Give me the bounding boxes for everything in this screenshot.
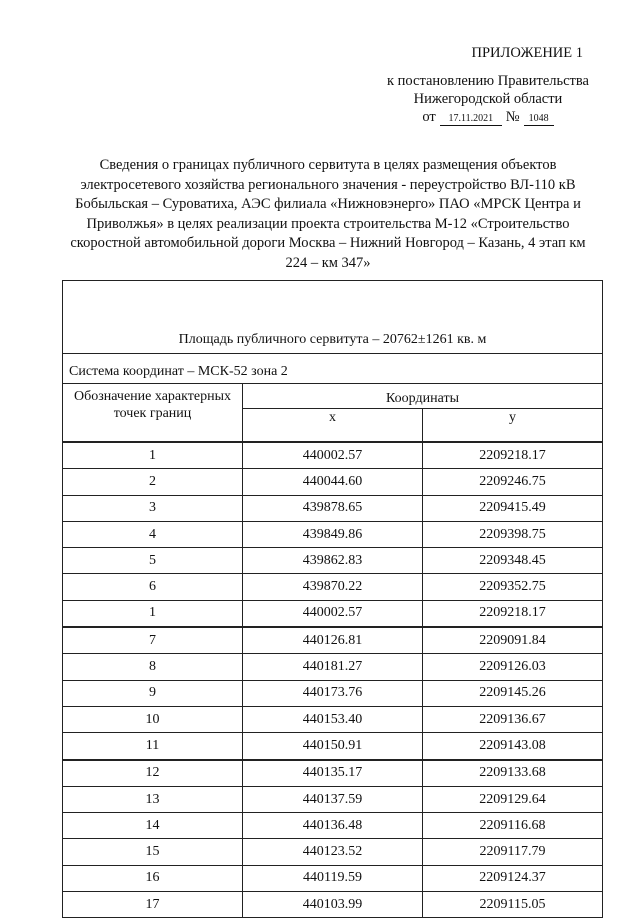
point-number-cell: 1 (63, 600, 243, 627)
decree-reference (387, 72, 589, 126)
point-column-header: Обозначение характерных точек границ (63, 384, 243, 443)
point-number-cell: 7 (63, 627, 243, 654)
x-coordinate-cell: 439862.83 (243, 548, 423, 574)
x-coordinate-cell: 440135.17 (243, 760, 423, 787)
y-coordinate-cell: 2209398.75 (423, 521, 603, 547)
y-coordinate-cell: 2209218.17 (423, 442, 603, 469)
table-row (63, 600, 603, 627)
y-coordinate-cell: 2209352.75 (423, 574, 603, 600)
coordinate-rows (63, 442, 603, 918)
x-coordinate-cell: 440150.91 (243, 733, 423, 760)
table-row (63, 521, 603, 547)
decree-line-2: Нижегородской области (413, 91, 563, 107)
x-coordinate-cell: 440153.40 (243, 706, 423, 732)
y-coordinate-cell: 2209129.64 (423, 786, 603, 812)
y-coordinate-cell: 2209145.26 (423, 680, 603, 706)
point-number-cell: 9 (63, 680, 243, 706)
point-number-cell: 5 (63, 548, 243, 574)
table-row (63, 733, 603, 760)
table-row (63, 813, 603, 839)
point-number-cell: 8 (63, 654, 243, 680)
table-row (63, 574, 603, 600)
x-coordinate-cell: 440126.81 (243, 627, 423, 654)
x-coordinate-cell: 439870.22 (243, 574, 423, 600)
table-row (63, 469, 603, 495)
x-coordinate-cell: 440173.76 (243, 680, 423, 706)
table-row (63, 760, 603, 787)
table-row (63, 706, 603, 732)
document-title: Сведения о границах публичного сервитута в целях размещения объектов электросетевого хозяйства регионального значения - переустройство ВЛ-110 кВ Бобыльская – Суроватиха, АЭС филиала «Нижновэнерго» ПАО «МРСК Центра и Приволжья» в целях реализации проекта строительства М-12 «Строительство скоростной автомобильной дороги Москва – Нижний Новгород – Казань, 4 этап км 224 – км 347» (70, 157, 586, 271)
table-row (63, 442, 603, 469)
table-row (63, 627, 603, 654)
x-coordinate-cell: 439878.65 (243, 495, 423, 521)
y-coordinate-cell: 2209348.45 (423, 548, 603, 574)
table-row (63, 654, 603, 680)
y-coordinate-cell: 2209133.68 (423, 760, 603, 787)
y-coordinate-cell: 2209246.75 (423, 469, 603, 495)
point-number-cell: 10 (63, 706, 243, 732)
point-number-cell: 17 (63, 892, 243, 918)
y-coordinate-cell: 2209116.68 (423, 813, 603, 839)
y-coordinate-cell: 2209136.67 (423, 706, 603, 732)
x-coordinate-cell: 440044.60 (243, 469, 423, 495)
x-column-header: x (243, 409, 423, 443)
y-coordinate-cell: 2209091.84 (423, 627, 603, 654)
point-number-cell: 13 (63, 786, 243, 812)
y-coordinate-cell: 2209218.17 (423, 600, 603, 627)
number-prefix: № (505, 109, 520, 125)
x-coordinate-cell: 440181.27 (243, 654, 423, 680)
table-row (63, 495, 603, 521)
decree-date-number (387, 108, 589, 126)
x-coordinate-cell: 440002.57 (243, 442, 423, 469)
appendix-label: ПРИЛОЖЕНИЕ 1 (471, 45, 583, 61)
y-coordinate-cell: 2209143.08 (423, 733, 603, 760)
decree-date: 17.11.2021 (440, 113, 502, 126)
decree-number: 1048 (524, 113, 554, 126)
y-column-header: y (423, 409, 603, 443)
coordinates-table (62, 280, 603, 918)
decree-line-1: к постановлению Правительства (387, 73, 589, 89)
point-number-cell: 14 (63, 813, 243, 839)
table-row (63, 865, 603, 891)
y-coordinate-cell: 2209117.79 (423, 839, 603, 865)
table-row (63, 680, 603, 706)
coordinates-header: Координаты (243, 384, 603, 409)
point-number-cell: 2 (63, 469, 243, 495)
x-coordinate-cell: 440123.52 (243, 839, 423, 865)
coordinate-system: Система координат – МСК-52 зона 2 (63, 354, 603, 384)
date-prefix: от (422, 109, 436, 125)
y-coordinate-cell: 2209115.05 (423, 892, 603, 918)
point-number-cell: 11 (63, 733, 243, 760)
point-number-cell: 16 (63, 865, 243, 891)
x-coordinate-cell: 440119.59 (243, 865, 423, 891)
y-coordinate-cell: 2209126.03 (423, 654, 603, 680)
x-coordinate-cell: 439849.86 (243, 521, 423, 547)
point-number-cell: 15 (63, 839, 243, 865)
x-coordinate-cell: 440002.57 (243, 600, 423, 627)
y-coordinate-cell: 2209415.49 (423, 495, 603, 521)
point-number-cell: 4 (63, 521, 243, 547)
point-number-cell: 6 (63, 574, 243, 600)
table-row (63, 548, 603, 574)
x-coordinate-cell: 440136.48 (243, 813, 423, 839)
point-number-cell: 1 (63, 442, 243, 469)
point-number-cell: 3 (63, 495, 243, 521)
point-number-cell: 12 (63, 760, 243, 787)
y-coordinate-cell: 2209124.37 (423, 865, 603, 891)
servitude-area: Площадь публичного сервитута – 20762±1261 кв. м (63, 281, 603, 354)
table-row (63, 786, 603, 812)
x-coordinate-cell: 440103.99 (243, 892, 423, 918)
table-row (63, 839, 603, 865)
x-coordinate-cell: 440137.59 (243, 786, 423, 812)
